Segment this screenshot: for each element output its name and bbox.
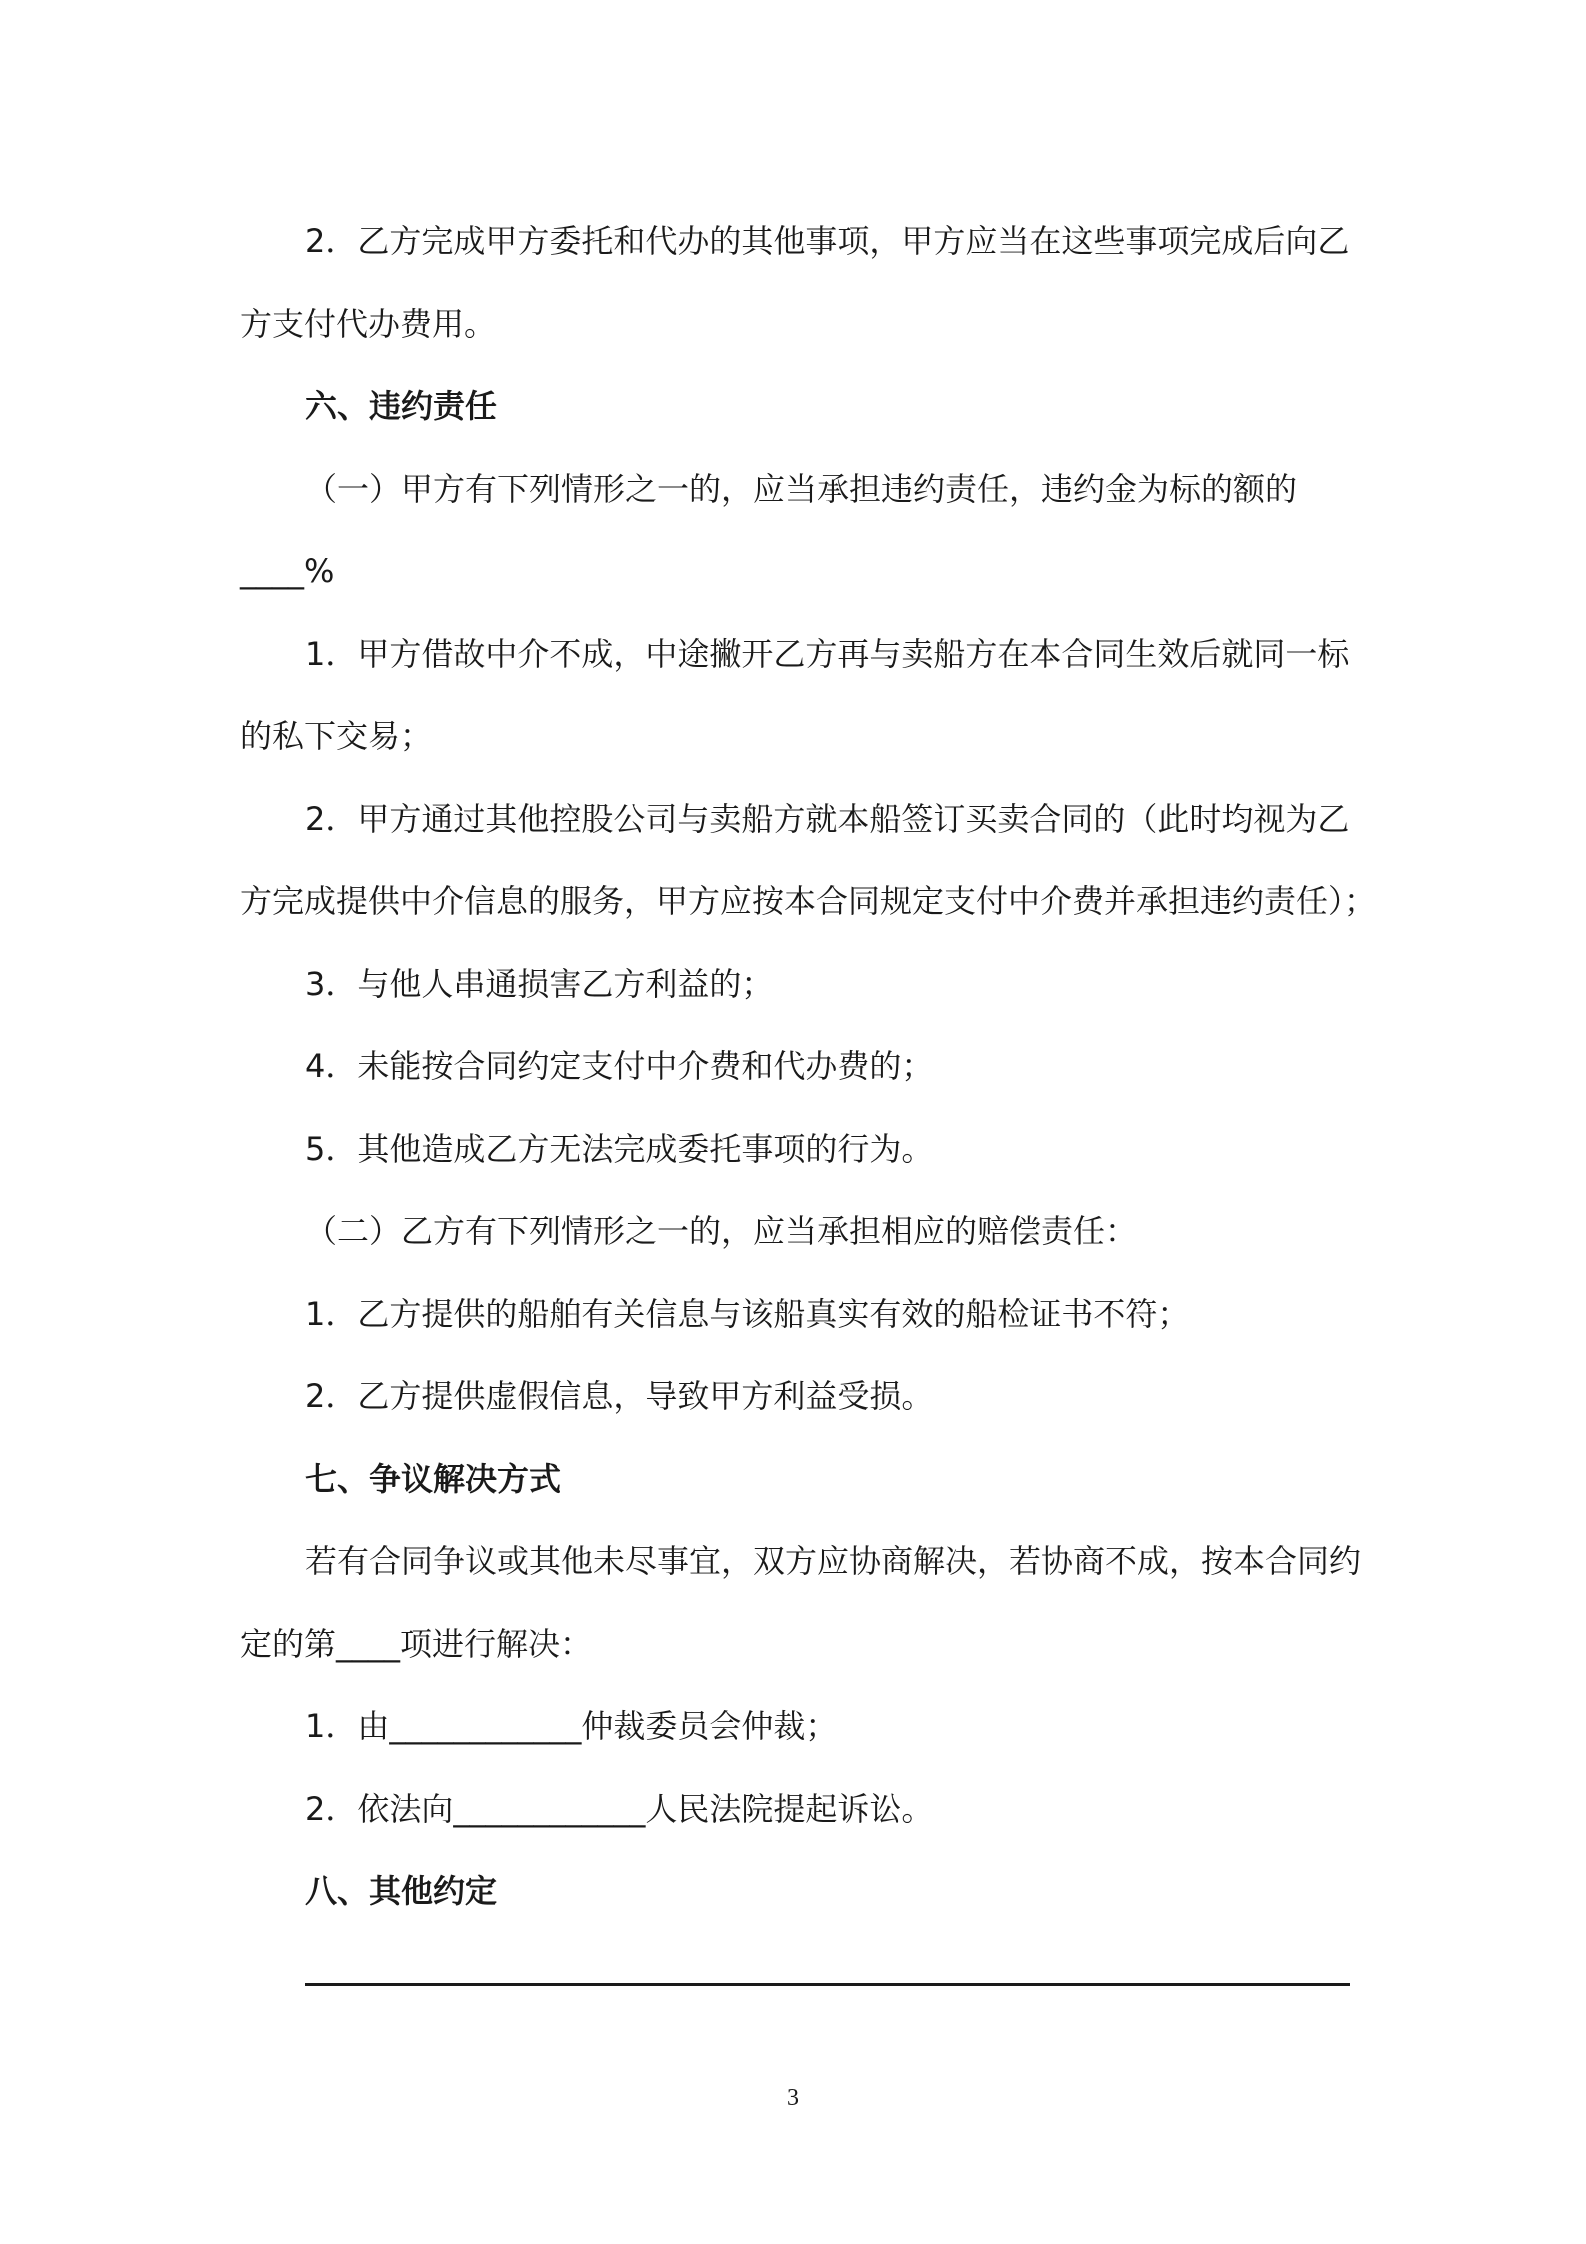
clause-1-item-1-line-2: 的私下交易；	[240, 717, 433, 755]
dispute-intro-line-2: 定的第____项进行解决：	[240, 1624, 593, 1663]
clause-1-item-2-line-1: 2．甲方通过其他控股公司与卖船方就本船签订买卖合同的（此时均视为乙	[305, 799, 1350, 838]
clause-2-item-1: 1．乙方提供的船舶有关信息与该船真实有效的船检证书不符；	[305, 1294, 1190, 1333]
section-heading-dispute: 七、争议解决方式	[305, 1459, 562, 1498]
page-number: 3	[787, 2085, 799, 2111]
clause-1-item-4: 4．未能按合同约定支付中介费和代办费的；	[305, 1047, 934, 1085]
clause-1-item-2-line-2: 方完成提供中介信息的服务，甲方应按本合同规定支付中介费并承担违约责任）；	[240, 882, 1377, 920]
clause-2-item-2: 2．乙方提供虚假信息，导致甲方利益受损。	[305, 1377, 934, 1415]
clause-1-item-5: 5．其他造成乙方无法完成委托事项的行为。	[305, 1129, 934, 1168]
document-body	[240, 200, 1377, 2015]
dispute-intro-line-1: 若有合同争议或其他未尽事宜，双方应协商解决，若协商不成，按本合同约	[305, 1542, 1362, 1580]
paragraph-2-line-1: 2．乙方完成甲方委托和代办的其他事项，甲方应当在这些事项完成后向乙	[305, 222, 1350, 260]
section-heading-breach: 六、违约责任	[305, 387, 498, 425]
blank-fill-line	[305, 1933, 1350, 2016]
clause-1-intro-line-1: （一）甲方有下列情形之一的，应当承担违约责任，违约金为标的额的	[305, 469, 1298, 508]
dispute-option-1: 1．由____________仲裁委员会仲裁；	[305, 1707, 838, 1745]
paragraph-2-line-2: 方支付代办费用。	[240, 304, 497, 343]
clause-1-item-3: 3．与他人串通损害乙方利益的；	[305, 964, 774, 1003]
clause-1-intro-line-2: ____%	[240, 552, 335, 590]
clause-2-intro: （二）乙方有下列情形之一的，应当承担相应的赔偿责任：	[305, 1212, 1138, 1250]
clause-1-item-1-line-1: 1．甲方借故中介不成，中途撇开乙方再与卖船方在本合同生效后就同一标	[305, 634, 1350, 673]
dispute-option-2: 2．依法向____________人民法院提起诉讼。	[305, 1789, 934, 1828]
section-heading-other: 八、其他约定	[305, 1872, 498, 1910]
